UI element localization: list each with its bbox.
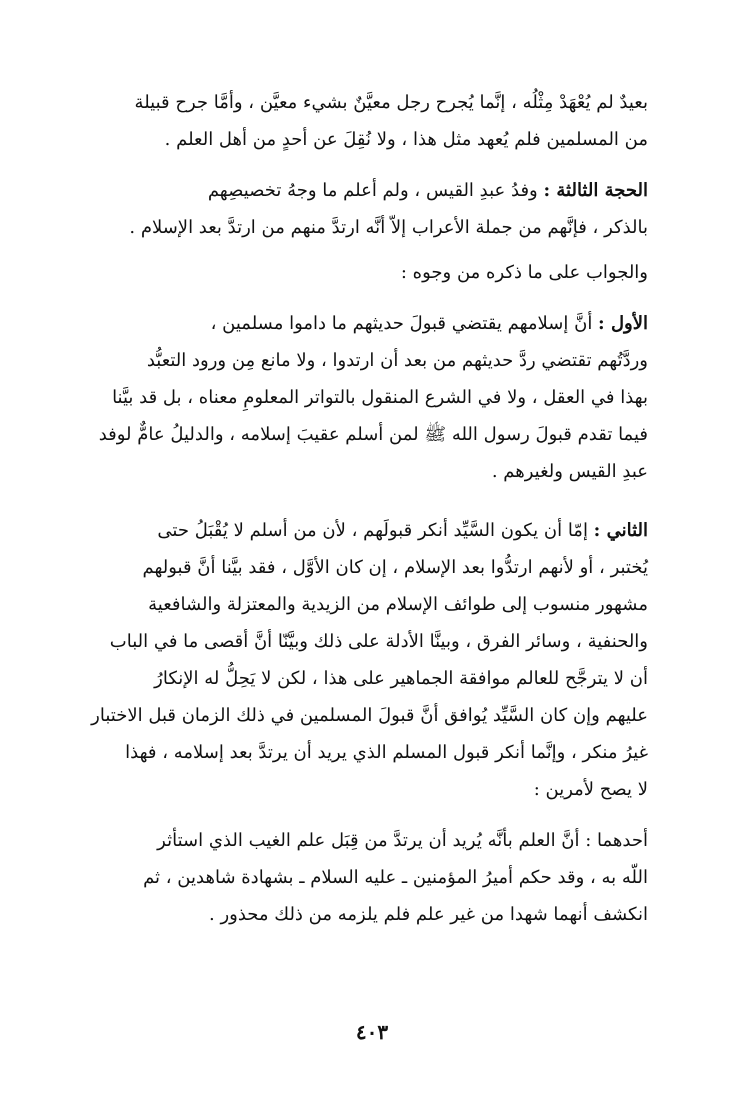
text-line: يُختبر ، أو لأنهم ارتدُّوا بعد الإسلام ، إن كان الأوَّل ، فقد بيَّنا أنَّ قبولهم bbox=[142, 557, 648, 578]
text-line: بالذكر ، فإنَّهم من جملة الأعراب إلاّ أنَّه ارتدَّ منهم من ارتدَّ بعد الإسلام . bbox=[129, 217, 648, 238]
text-line: بعيدٌ لم يُعْهَدْ مِثْلُه ، إنَّما يُجرح رجل معيَّنٌ بشيء معيَّن ، وأمَّا جرح قبيلة bbox=[134, 92, 648, 113]
paragraph-3 bbox=[96, 254, 648, 291]
text-line: والجواب على ما ذكره من وجوه : bbox=[400, 262, 648, 283]
paragraph-4 bbox=[96, 305, 648, 490]
text-line: غيرُ منكر ، وإنَّما أنكر قبول المسلم الذي يريد أن يرتدَّ بعد إسلامه ، فهذا bbox=[125, 742, 648, 763]
page-number: ٤٠٣ bbox=[355, 1020, 389, 1044]
text-line: فيما تقدم قبولَ رسول الله ﷺ لمن أسلم عقيبَ إسلامه ، والدليلُ عامٌّ لوفد bbox=[98, 424, 648, 445]
text-line: أحدهما : أنَّ العلم بأنَّه يُريد أن يرتدَّ من قِبَل علم الغيب الذي استأثر bbox=[157, 830, 648, 851]
text-line bbox=[96, 172, 648, 209]
text-line: عبدِ القيس ولغيرهم . bbox=[491, 461, 648, 482]
paragraph-heading: الأول : bbox=[598, 313, 648, 334]
text-line: مشهور منسوب إلى طوائف الإسلام من الزيدية والمعتزلة والشافعية bbox=[148, 594, 648, 615]
text-line: اللّه به ، وقد حكم أميرُ المؤمنين ـ عليه السلام ـ بشهادة شاهدين ، ثم bbox=[143, 867, 648, 888]
paragraph-heading: الحجة الثالثة : bbox=[543, 180, 648, 201]
text-line: وردَّتُهم تقتضي ردَّ حديثهم من بعد أن ارتدوا ، ولا مانع مِن ورود التعبُّد bbox=[146, 350, 648, 371]
paragraph-heading: الثاني : bbox=[593, 520, 648, 541]
text-line: من المسلمين فلم يُعهد مثل هذا ، ولا نُقِلَ عن أحدٍ من أهل العلم . bbox=[164, 129, 648, 150]
text-line: أن لا يترجَّح للعالم موافقة الجماهير على هذا ، لكن لا يَحِلُّ له الإنكارُ bbox=[154, 668, 648, 689]
text-line: عليهم وإن كان السَّيِّد يُوافق أنَّ قبولَ المسلمين في ذلك الزمان قبل الاختبار bbox=[91, 705, 648, 726]
text-fragment: وفدُ عبدِ القيس ، ولم أعلم ما وجهُ تخصيصِهم bbox=[207, 180, 544, 201]
paragraph-1 bbox=[96, 84, 648, 158]
paragraph-6 bbox=[96, 822, 648, 933]
paragraph-2 bbox=[96, 172, 648, 246]
text-line: بهذا في العقل ، ولا في الشرع المنقول بالتواتر المعلومِ معناه ، بل قد بيَّنا bbox=[112, 387, 648, 408]
text-fragment: أنَّ إسلامهم يقتضي قبولَ حديثهم ما داموا مسلمين ، bbox=[210, 313, 599, 334]
text-line bbox=[96, 305, 648, 342]
text-fragment: إمّا أن يكون السَّيِّد أنكر قبولَهم ، لأن من أسلم لا يُقْبَلُ حتى bbox=[157, 520, 594, 541]
text-line: لا يصح لأمرين : bbox=[533, 779, 648, 800]
text-line: والحنفية ، وسائر الفرق ، وبينَّا الأدلة على ذلك وبيَّنّا أنَّ أقصى ما في الباب bbox=[109, 631, 648, 652]
text-line bbox=[96, 512, 648, 549]
text-line: انكشف أنهما شهدا من غير علم فلم يلزمه من ذلك محذور . bbox=[209, 904, 648, 925]
paragraph-5 bbox=[91, 512, 648, 808]
